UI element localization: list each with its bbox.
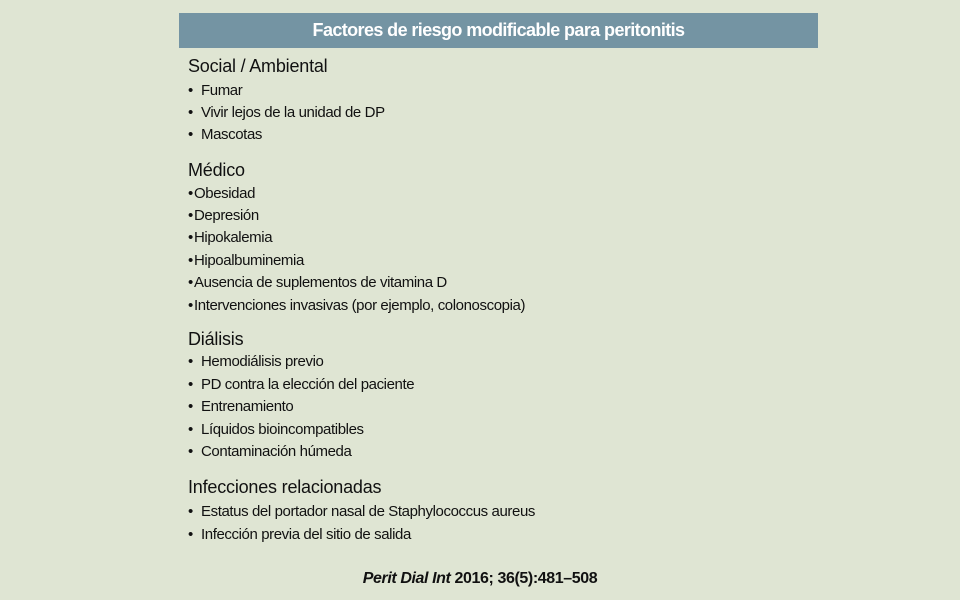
section-heading-medico: Médico bbox=[188, 160, 245, 180]
list-item: •Intervenciones invasivas (por ejemplo, colonoscopia) bbox=[188, 297, 526, 314]
list-item: • Líquidos bioincompatibles bbox=[188, 421, 364, 438]
bullet-icon: • bbox=[188, 443, 193, 460]
bullet-icon: • bbox=[188, 274, 193, 291]
list-item: • Contaminación húmeda bbox=[188, 443, 352, 460]
list-item: •Hipokalemia bbox=[188, 229, 273, 246]
bullet-icon: • bbox=[188, 297, 193, 314]
bullet-icon: • bbox=[188, 526, 193, 543]
bullet-icon: • bbox=[188, 398, 193, 415]
table-title: Factores de riesgo modificable para peritonitis bbox=[312, 20, 685, 40]
bullet-icon: • bbox=[188, 207, 193, 224]
section-heading-dialisis: Diálisis bbox=[188, 329, 244, 349]
bullet-icon: • bbox=[188, 185, 193, 202]
list-item: • Mascotas bbox=[188, 126, 262, 143]
bullet-icon: • bbox=[188, 229, 193, 246]
citation bbox=[0, 570, 960, 588]
list-item: • Hemodiálisis previo bbox=[188, 353, 324, 370]
list-item: •Obesidad bbox=[188, 185, 256, 202]
list-item: • PD contra la elección del paciente bbox=[188, 376, 415, 393]
list-item: •Ausencia de suplementos de vitamina D bbox=[188, 274, 447, 291]
table-header-bar bbox=[179, 13, 818, 48]
bullet-icon: • bbox=[188, 421, 193, 438]
bullet-icon: • bbox=[188, 376, 193, 393]
list-item: • Infección previa del sitio de salida bbox=[188, 526, 411, 543]
bullet-icon: • bbox=[188, 82, 193, 99]
bullet-icon: • bbox=[188, 252, 193, 269]
list-item: • Entrenamiento bbox=[188, 398, 294, 415]
bullet-icon: • bbox=[188, 353, 193, 370]
bullet-icon: • bbox=[188, 126, 193, 143]
list-item: • Fumar bbox=[188, 82, 243, 99]
list-item: • Vivir lejos de la unidad de DP bbox=[188, 104, 385, 121]
citation-reference: 2016; 36(5):481–508 bbox=[450, 570, 598, 587]
citation-journal: Perit Dial Int bbox=[362, 570, 451, 587]
section-heading-social: Social / Ambiental bbox=[188, 56, 328, 76]
list-item: •Hipoalbuminemia bbox=[188, 252, 304, 269]
list-item: • Estatus del portador nasal de Staphylococcus aureus bbox=[188, 503, 535, 520]
list-item: •Depresión bbox=[188, 207, 259, 224]
bullet-icon: • bbox=[188, 104, 193, 121]
section-heading-infecciones: Infecciones relacionadas bbox=[188, 477, 382, 497]
bullet-icon: • bbox=[188, 503, 193, 520]
